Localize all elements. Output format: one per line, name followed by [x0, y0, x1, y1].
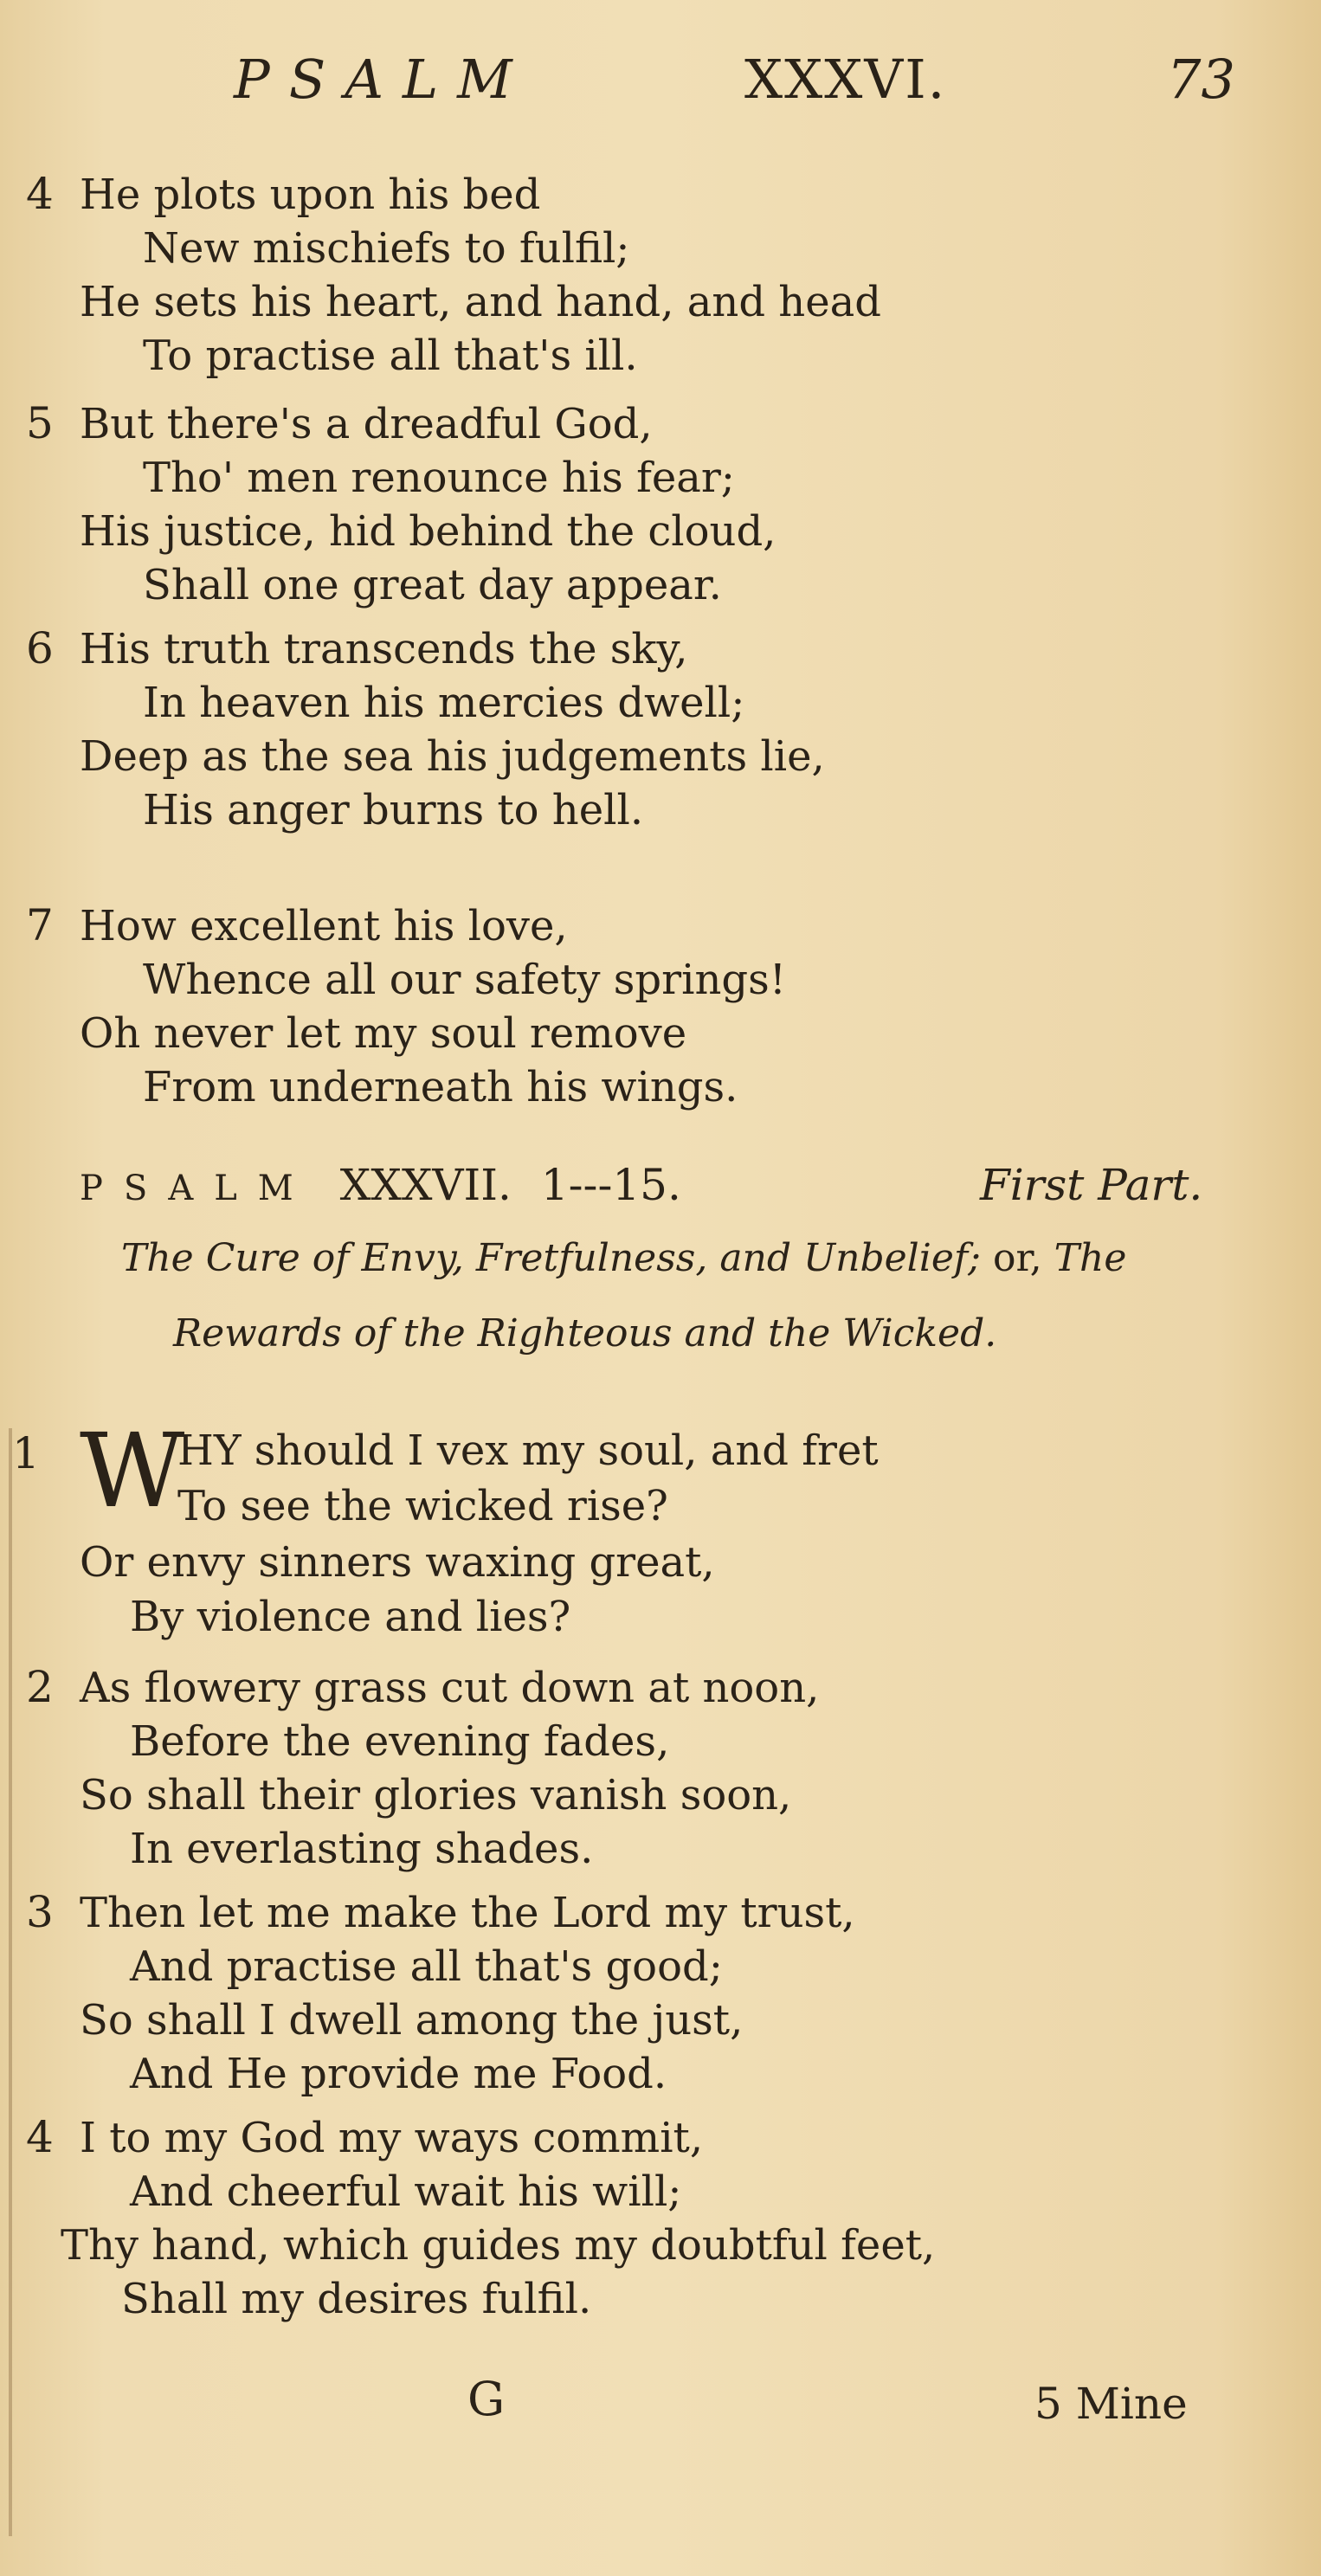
header-psalm-number: XXXVI. — [744, 48, 947, 111]
verse-number: 6 — [26, 623, 54, 673]
verse-line: So shall I dwell among the just, — [80, 1996, 744, 2045]
verse-line: Whence all our safety springs! — [143, 956, 787, 1004]
verse-line: And cheerful wait his will; — [130, 2167, 682, 2216]
verse-line: Thy hand, which guides my doubtful feet, — [61, 2221, 936, 2270]
verse-line: By violence and lies? — [130, 1593, 571, 1641]
header-title: PSALM — [234, 48, 532, 111]
subtitle-part: The Cure of Envy, Fretfulness, and Unbelief; — [121, 1236, 981, 1280]
verse-line: Shall my desires fulfil. — [121, 2275, 592, 2323]
catchword: 5 Mine — [1034, 2379, 1188, 2429]
verse-line: Tho' men renounce his fear; — [143, 454, 735, 502]
subtitle-part: The — [1054, 1236, 1127, 1280]
page-edge-shadow — [9, 1428, 12, 2536]
verse-line: And He provide me Food. — [130, 2050, 667, 2098]
verse-line: His justice, hid behind the cloud, — [80, 507, 776, 556]
psalm-word: PSALM — [80, 1169, 314, 1208]
running-header — [0, 48, 1321, 117]
verse-line: As flowery grass cut down at noon, — [80, 1664, 820, 1712]
verse-line: Or envy sinners waxing great, — [80, 1538, 715, 1587]
verse-line: He plots upon his bed — [80, 171, 541, 219]
verse-number: 5 — [26, 398, 54, 448]
verse-line: New mischiefs to fulfil; — [143, 224, 630, 273]
page-number: 73 — [1167, 48, 1235, 111]
verse-number: 4 — [26, 2112, 54, 2162]
verse-line: HY should I vex my soul, and fret — [177, 1426, 879, 1475]
psalm-number: XXXVII. — [339, 1160, 512, 1210]
part-label: First Part. — [980, 1160, 1203, 1210]
verse-line: So shall their glories vanish soon, — [80, 1771, 792, 1819]
verse-line: In heaven his mercies dwell; — [143, 679, 745, 727]
verse-line: Shall one great day appear. — [143, 561, 722, 609]
verse-line: To see the wicked rise? — [177, 1482, 668, 1530]
drop-cap: W — [80, 1411, 185, 1530]
verse-line: To practise all that's ill. — [143, 332, 638, 380]
psalm-subtitle-line2: Rewards of the Righteous and the Wicked. — [173, 1311, 997, 1356]
verse-line: Then let me make the Lord my trust, — [80, 1889, 855, 1937]
verse-line: How excellent his love, — [80, 902, 568, 950]
verse-line: From underneath his wings. — [143, 1063, 738, 1111]
verse-line: Deep as the sea his judgements lie, — [80, 732, 825, 781]
verse-line: Before the evening fades, — [130, 1717, 670, 1766]
subtitle-separator: or, — [992, 1236, 1042, 1280]
verse-line: He sets his heart, and hand, and head — [80, 278, 881, 326]
verse-line: I to my God my ways commit, — [80, 2114, 704, 2162]
verse-line: His anger burns to hell. — [143, 786, 644, 834]
verse-range: 1---15. — [540, 1160, 681, 1210]
psalm-subtitle — [121, 1236, 1126, 1280]
verse-number: 2 — [26, 1662, 54, 1712]
verse-line: In everlasting shades. — [130, 1825, 594, 1873]
psalm-heading — [80, 1160, 1203, 1210]
verse-line: And practise all that's good; — [130, 1942, 723, 1991]
signature-mark: G — [467, 2372, 506, 2426]
verse-number: 7 — [26, 900, 54, 950]
verse-number: 3 — [26, 1887, 54, 1937]
verse-number: 4 — [26, 169, 54, 219]
verse-number: 1 — [12, 1428, 40, 1478]
verse-line: His truth transcends the sky, — [80, 625, 688, 673]
verse-line: But there's a dreadful God, — [80, 400, 653, 448]
verse-line: Oh never let my soul remove — [80, 1009, 687, 1058]
